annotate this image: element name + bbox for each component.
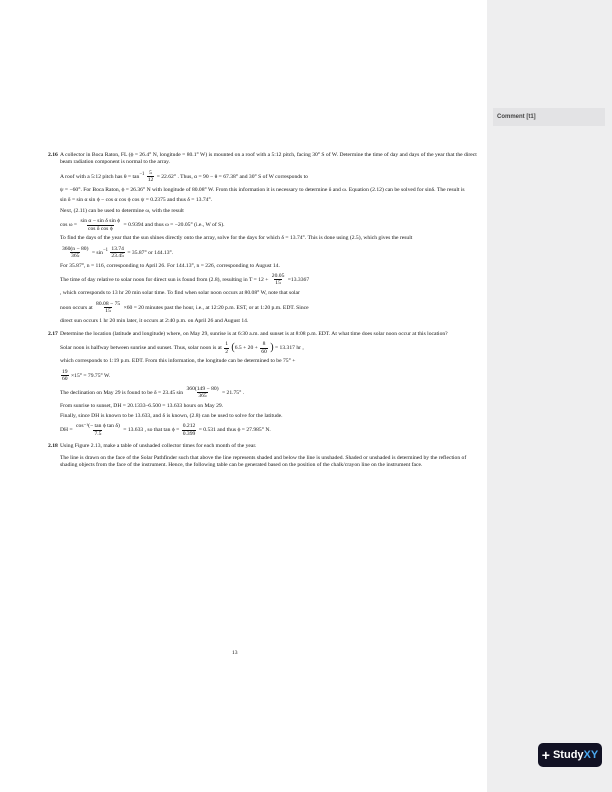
page-number: 13 [232,650,238,656]
problem-2-16 [48,152,480,325]
problem-statement: A collector in Boca Raton, FL (ϕ = 26.4° N, longitude = 80.1° W) is mounted on a roof with a 5:12 pitch, facing 30° S of W. Determine the time of day and days of the year that the direct beam radiation component is normal to the array. [60,152,477,166]
logo-text-xy: XY [583,749,599,761]
declination-line: sin δ = sin α sin ϕ − cos α cos ϕ cos ψ = 0.2375 and thus δ = 13.74°. [60,197,213,204]
paragraph: To find the days of the year that the sun shines directly onto the array, solve for the days for which δ = 13.74°. This is done using (2.5), which gives the result [60,235,413,242]
solar-noon-line: noon occurs at $\frac{80.08 - 75}{15}$ ×60 = 20 minutes past the hour, i.e., at 12:20 p.m. EST, or at 1:20 p.m. EDT. Since [60,300,309,314]
comment-header[interactable]: Comment [t1] [493,108,605,126]
fraction: $\frac{19}{60}$ [62,368,68,382]
solar-noon-equation: Solar noon is halfway between sunrise and sunset. Thus, solar noon is at $\frac{1}{2}$ (6.5 + 20 + $\frac{8}{60}$ ) = 13.317 hr , [60,341,304,355]
problem-number: 2.18 [48,442,58,449]
problem-statement: Determine the location (latitude and longitude) where, on May 29, sunrise is at 6:30 a.m. and sunset is at 8:08 p.m. EDT. At what time does solar noon occur at this location? [60,330,448,337]
pitch-angle-line: A roof with a 5:12 pitch has $\theta = \tan^{-1}$ $\frac{5}{12}$ = 22.62° . Thus, α = 90 − θ = 67.38° and 30° S of W corresponds to [60,169,308,183]
paragraph: direct sun occurs 1 hr 20 min later, it occurs at 2:40 p.m. on April 26 and August 14. [60,317,249,324]
paragraph: Finally, since DH is known to be 13.633, and δ is known, (2.8) can be used to solve for the latitude. [60,413,283,419]
latitude-equation: DH = $\frac{\text{cos⁻¹(− tan ϕ tan δ)}}{7.5}$ = 13.633 , so that tan ϕ = $\frac{0.212}{0.399}$ = 0.531 and thus ϕ = 27.985° N. [60,423,271,437]
paragraph: ψ = −60°. For Boca Raton, ϕ = 26.36° N with longitude of 80.08° W. From this information it is necessary to determine δ and ω. Equation (2.12) can be solved for sinδ. The result is [60,186,465,193]
logo-text-study: Study [552,749,584,761]
fraction: $\frac{80.08 - 75}{15}$ [96,300,121,314]
plus-icon: + [541,747,550,763]
paragraph: which corresponds to 1:19 p.m. EDT. From this information, the longitude can be determined to be 75° + [60,358,296,365]
fraction: $\frac{5}{12}$ [147,169,154,183]
problem-2-17 [48,331,480,437]
declination-equation: The declination on May 29 is found to be δ = 23.45 sin $\frac{360(149 - 80)}{365}$ = 21.75° . [60,385,245,399]
problem-2-18 [48,443,480,470]
fraction: $\frac{\text{cos⁻¹(− tan ϕ tan δ)}}{7.5}$ [76,423,120,437]
fraction: $\frac{\text{sin α − sin δ sin ϕ}}{\text{cos δ cos ϕ}}$ [80,218,121,232]
paragraph: The line is drawn on the face of the Solar Pathfinder such that above the line represents shaded and below the line is unshaded. Shaded or unshaded is determined by the reflection of shading objects from the face of the instrument. Hence, the following table can be generated based on the position of the chalk/crayon line on the instrument face. [60,455,467,469]
fraction: $\frac{20.05}{15}$ [271,273,285,287]
hour-angle-equation: cos ω = $\frac{\text{sin α − sin δ sin ϕ}}{\text{cos δ cos ϕ}}$ = 0.9394 and thus ω = −20.05° (i.e., W of S). [60,218,225,232]
fraction: $\frac{0.212}{0.399}$ [182,423,196,437]
problem-number: 2.16 [48,152,58,158]
fraction: $\frac{13.74}{23.45}$ [111,245,124,260]
longitude-equation: $\frac{19}{60}$ ×15° = 79.75° W. [62,368,111,382]
day-equation: $\frac{360(n - 80)}{365}$ = $\sin^{-1}$ $\frac{13.74}{23.45}$ = 35.87° or 144.13°. [62,245,174,260]
fraction: $\frac{360(n - 80)}{365}$ [62,245,89,260]
problem-number: 2.17 [48,330,58,337]
paragraph: For 35.87°, n = 116, corresponding to April 26. For 144.13°, n = 226, corresponding to August 14. [60,262,280,269]
problem-statement: Using Figure 2.13, make a table of unshaded collector times for each month of the year. [60,442,257,449]
document-content [48,152,480,476]
paragraph: , which corresponds to 13 hr 20 min solar time. To find when solar noon occurs at 80.08° W, note that solar [60,290,300,297]
paragraph: From sunrise to sunset, DH = 20.1333–6.500 = 13.633 hours on May 29. [60,402,224,409]
fraction: $\frac{8}{60}$ [261,341,267,355]
studyxy-logo[interactable] [538,743,602,767]
fraction: $\frac{1}{2}$ [225,341,228,355]
paragraph: Next, (2.11) can be used to determine ω, with the result [60,207,184,214]
fraction: $\frac{360(149 - 80)}{365}$ [186,385,219,399]
time-equation: The time of day relative to solar noon for direct sun is found from (2.8), resulting in T = 12 + $\frac{20.05}{15}$ =13.3367 [60,273,310,287]
